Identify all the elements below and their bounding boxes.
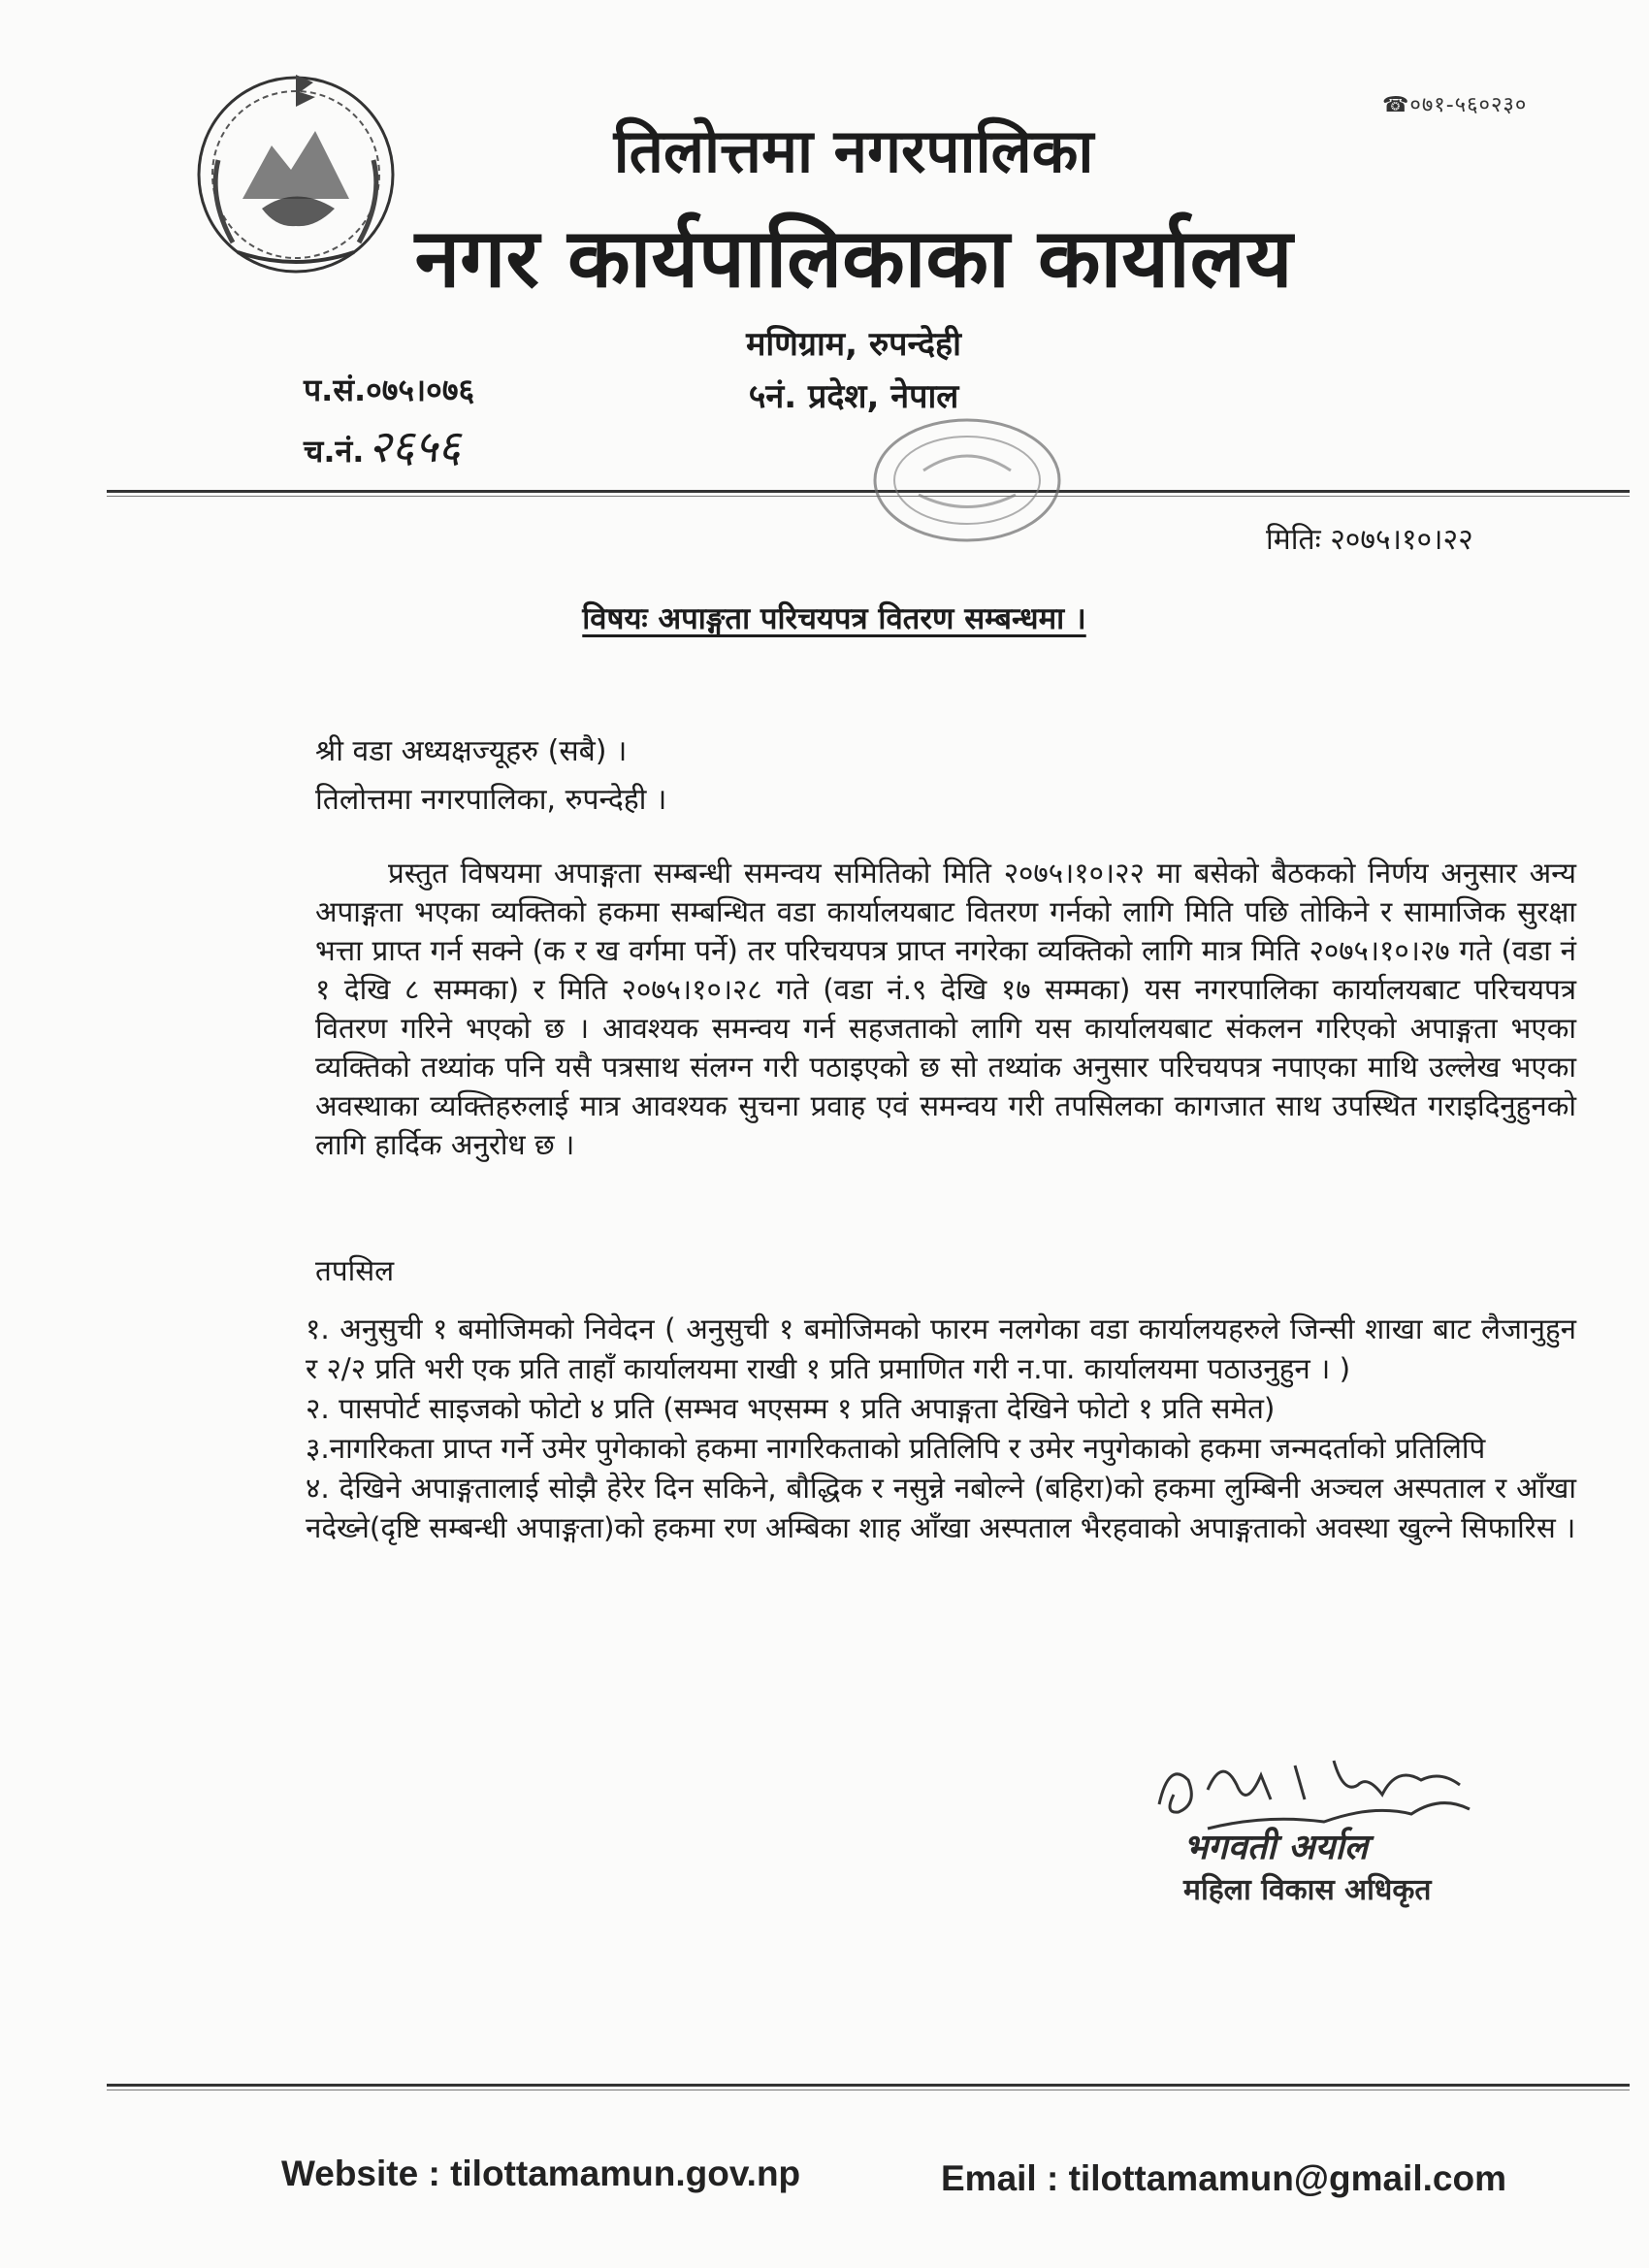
address-line-2: ५नं. प्रदेश, नेपाल <box>748 377 959 416</box>
addressee-line-1: श्री वडा अध्यक्षज्यूहरु (सबै) । <box>315 734 628 768</box>
body-paragraph: प्रस्तुत विषयमा अपाङ्गता सम्बन्धी समन्वय समितिको मिति २०७५।१०।२२ मा बसेको बैठकको निर्णय अनुसार अन्य अपाङ्गता भएका व्यक्तिको हकमा सम्बन्धित वडा कार्यालयबाट वितरण गर्नको लागि मिति पछि तोकिने र सामाजिक सुरक्षा भत्ता प्राप्त गर्न सक्ने (क र ख वर्गमा पर्ने) तर परिचयपत्र प्राप्त नगरेका व्यक्तिको लागि मात्र मिति २०७५।१०।२७ गते (वडा नं १ देखि ८ सम्मका) र मिति २०७५।१०।२८ गते (वडा नं.९ देखि १७ सम्मका) यस नगरपालिका कार्यालयबाट परिचयपत्र वितरण गरिने भएको छ । आवश्यक समन्वय गर्न सहजताको लागि यस कार्यालयबाट संकलन गरिएको अपाङ्गता भएका व्यक्तिको तथ्यांक पनि यसै पत्रसाथ संलग्न गरी पठाइएको छ सो तथ्यांक अनुसार परिचयपत्र नपाएका माथि उल्लेख भएका अवस्थाका व्यक्तिहरुलाई मात्र आवश्यक सुचना प्रवाह एवं समन्वय गरी तपसिलका कागजात साथ उपस्थित गराइदिनुहुनको लागि हार्दिक अनुरोध छ । <box>315 857 1576 1161</box>
addressee-line-2: तिलोत्तमा नगरपालिका, रुपन्देही । <box>315 783 667 817</box>
office-name: नगर कार्यपालिकाका कार्यालय <box>414 211 1293 306</box>
municipality-name: तिलोत्तमा नगरपालिका <box>613 115 1094 186</box>
telephone-icon: ☎ <box>1382 93 1410 117</box>
list-item: ४. देखिने अपाङ्गतालाई सोझै हेरेर दिन सकिने, बौद्धिक र नसुन्ने नबोल्ने (बहिरा)को हकमा लुम्बिनी अञ्चल अस्पताल र आँखा नदेख्ने(दृष्टि सम्बन्धी अपाङ्गता)को हकमा रण अम्बिका शाह आँखा अस्पताल भैरहवाको अपाङ्गताको अवस्था खुल्ने सिफारिस । <box>306 1472 1576 1544</box>
requirements-list <box>306 1310 1576 1548</box>
address-line-1: मणिग्राम, रुपन्देही <box>746 325 961 364</box>
office-stamp <box>865 412 1069 548</box>
signatory-title: महिला विकास अधिकृत <box>1183 1873 1432 1907</box>
email: Email : tilottamamun@gmail.com <box>941 2158 1506 2198</box>
list-item: ३.नागरिकता प्राप्त गर्ने उमेर पुगेकाको हकमा नागरिकताको प्रतिलिपि र उमेर नपुगेकाको हकमा जन्मदर्ताको प्रतिलिपि <box>306 1432 1486 1465</box>
letter-body <box>315 854 1576 1164</box>
website-link[interactable]: tilottamamun.gov.np <box>450 2154 801 2193</box>
reference-number: प.सं.०७५।०७६ <box>304 372 475 408</box>
phone-number: ☎०७१-५६०२३० <box>1382 93 1528 117</box>
addressee <box>315 728 666 825</box>
letter-subject: विषयः अपाङ्गता परिचयपत्र वितरण सम्बन्धमा । <box>582 601 1086 636</box>
list-item: १. अनुसुची १ बमोजिमको निवेदन ( अनुसुची १ बमोजिमको फारम नलगेका वडा कार्यालयहरुले जिन्सी शाखा बाट लैजानुहुन र २/२ प्रति भरी एक प्रति ताहाँ कार्यालयमा राखी १ प्रति प्रमाणित गरी न.पा. कार्यालयमा पठाउनुहुन । ) <box>306 1312 1576 1385</box>
dispatch-number: च.नं.२६५६ <box>304 420 462 472</box>
signatory-name: भगवती अर्याल <box>1183 1828 1369 1867</box>
footer-divider <box>107 2084 1630 2087</box>
tapasil-heading: तपसिल <box>315 1254 395 1287</box>
website: Website : tilottamamun.gov.np <box>281 2154 801 2193</box>
email-link[interactable]: tilottamamun@gmail.com <box>1068 2158 1506 2198</box>
list-item: २. पासपोर्ट साइजको फोटो ४ प्रति (सम्भव भएसम्म १ प्रति अपाङ्गता देखिने फोटो १ प्रति समेत) <box>306 1392 1276 1425</box>
letter-date: मितिः २०७५।१०।२२ <box>1266 523 1473 557</box>
